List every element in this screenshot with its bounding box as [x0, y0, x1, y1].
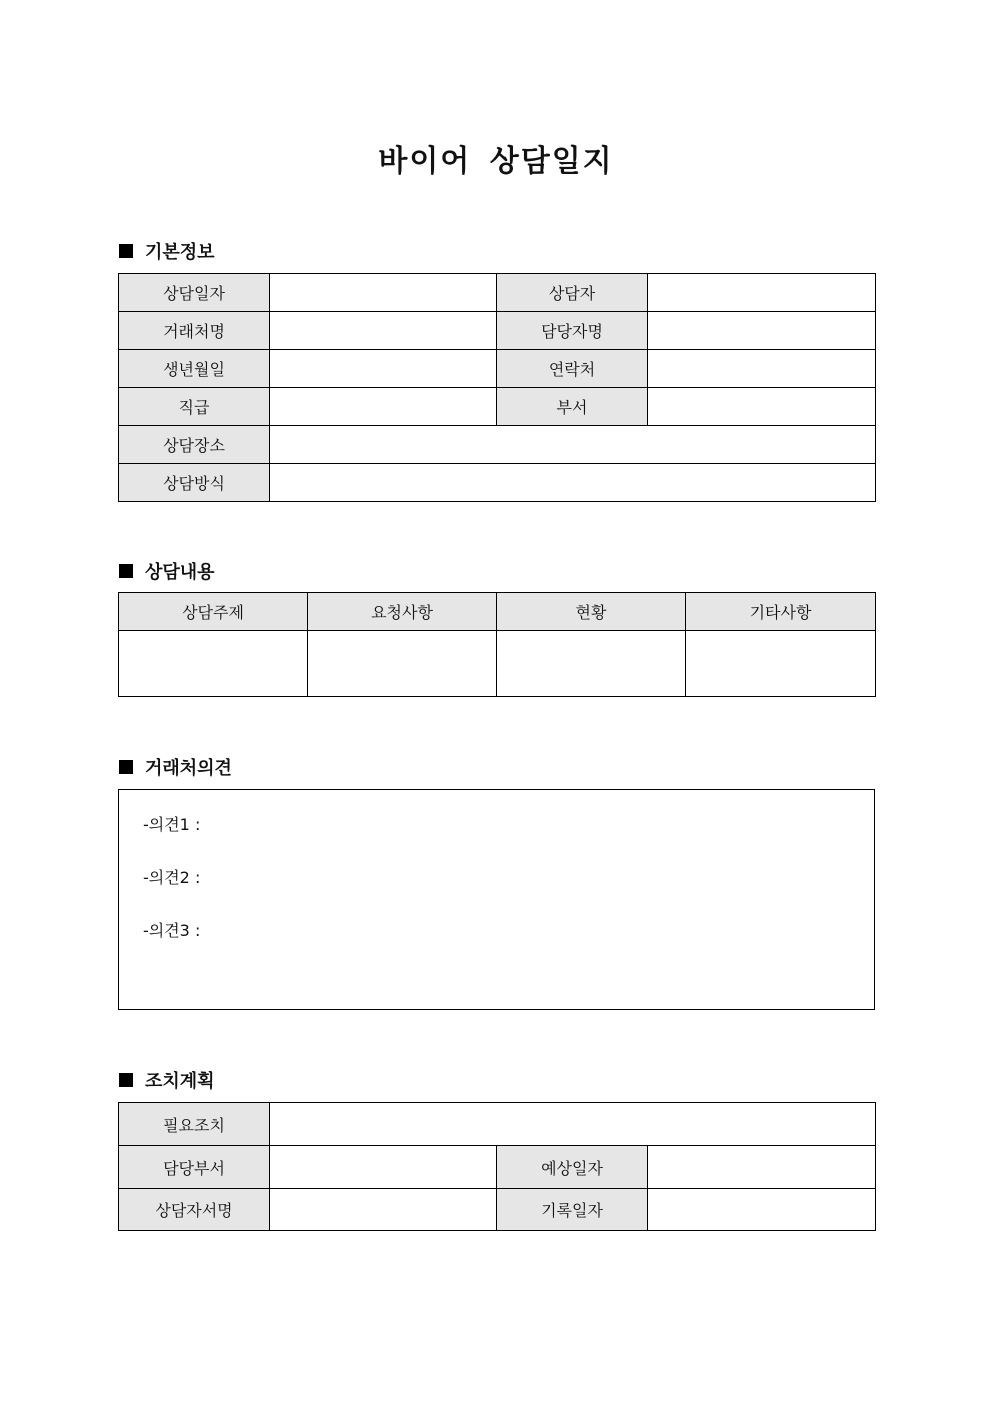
input-consult-date[interactable]	[270, 274, 497, 312]
label-record-date: 기록일자	[497, 1189, 648, 1231]
input-requests[interactable]	[308, 631, 497, 697]
label-consult-date: 상담일자	[119, 274, 270, 312]
action-plan-table	[118, 1102, 876, 1231]
label-birth-date: 생년월일	[119, 350, 270, 388]
input-contact-person[interactable]	[648, 312, 876, 350]
section-title: 상담내용	[145, 562, 215, 583]
label-phone: 연락처	[497, 350, 648, 388]
label-contact-person: 담당자명	[497, 312, 648, 350]
header-requests: 요청사항	[308, 593, 497, 631]
input-status[interactable]	[497, 631, 686, 697]
input-consultant[interactable]	[648, 274, 876, 312]
client-opinion-box[interactable]	[118, 789, 875, 1010]
label-client-name: 거래처명	[119, 312, 270, 350]
header-topic: 상담주제	[119, 593, 308, 631]
section-heading-content	[119, 559, 215, 583]
input-phone[interactable]	[648, 350, 876, 388]
input-responsible-dept[interactable]	[270, 1146, 497, 1189]
opinion-line-3: -의견3 :	[143, 921, 201, 940]
input-location[interactable]	[270, 426, 876, 464]
label-location: 상담장소	[119, 426, 270, 464]
section-title: 기본정보	[145, 242, 215, 263]
label-expected-date: 예상일자	[497, 1146, 648, 1189]
opinion-line-2: -의견2 :	[143, 868, 201, 887]
input-consultant-signature[interactable]	[270, 1189, 497, 1231]
header-status: 현황	[497, 593, 686, 631]
label-consultant: 상담자	[497, 274, 648, 312]
page-title: 바이어 상담일지	[378, 144, 614, 179]
square-bullet-icon	[119, 760, 133, 774]
label-required-action: 필요조치	[119, 1103, 270, 1146]
square-bullet-icon	[119, 244, 133, 258]
label-method: 상담방식	[119, 464, 270, 502]
header-other: 기타사항	[686, 593, 876, 631]
opinion-line-1: -의견1 :	[143, 815, 201, 834]
input-client-name[interactable]	[270, 312, 497, 350]
section-title: 거래처의견	[145, 758, 232, 779]
square-bullet-icon	[119, 1073, 133, 1087]
input-birth-date[interactable]	[270, 350, 497, 388]
section-heading-client-opinion	[119, 755, 232, 779]
label-responsible-dept: 담당부서	[119, 1146, 270, 1189]
input-method[interactable]	[270, 464, 876, 502]
input-record-date[interactable]	[648, 1189, 876, 1231]
label-department: 부서	[497, 388, 648, 426]
label-consultant-signature: 상담자서명	[119, 1189, 270, 1231]
section-title: 조치계획	[145, 1071, 215, 1092]
input-other[interactable]	[686, 631, 876, 697]
square-bullet-icon	[119, 564, 133, 578]
content-table	[118, 592, 876, 697]
basic-info-table	[118, 273, 876, 502]
input-department[interactable]	[648, 388, 876, 426]
input-required-action[interactable]	[270, 1103, 876, 1146]
input-expected-date[interactable]	[648, 1146, 876, 1189]
section-heading-basic-info	[119, 239, 215, 263]
input-position[interactable]	[270, 388, 497, 426]
input-topic[interactable]	[119, 631, 308, 697]
label-position: 직급	[119, 388, 270, 426]
section-heading-action-plan	[119, 1068, 215, 1092]
